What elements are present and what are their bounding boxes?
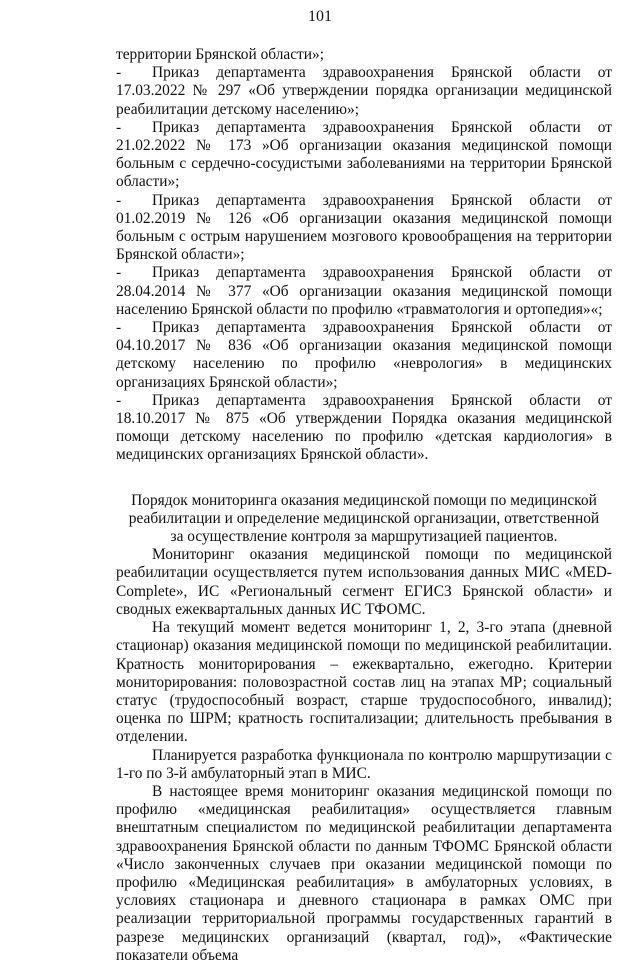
list-dash: - <box>116 64 122 82</box>
list-item-text: Приказ департамента здравоохранения Брянской области от 04.10.2017 № 836 «Об организации оказания медицинской помощи детскому населению по профилю «неврология» в медицинских организациях Брянской области»; <box>116 319 612 391</box>
paragraph: Мониторинг оказания медицинской помощи по медицинской реабилитации осуществляется путем использования данных МИС «MED-Complete», ИС «Региональный сегмент ЕГИСЗ Брянской области» и сводных ежеквартальных данных ИС ТФОМС. <box>116 546 612 618</box>
list-item <box>116 392 612 465</box>
section-heading: Порядок мониторинга оказания медицинской помощи по медицинской реабилитации и определение медицинской организации, ответственной за осуществление контроля за маршрутизацией пациентов. <box>128 491 600 546</box>
intro-line: территории Брянской области»; <box>116 46 324 63</box>
list-dash: - <box>116 391 122 409</box>
list-item-text: Приказ департамента здравоохранения Брянской области от 18.10.2017 № 875 «Об утверждении Порядка оказания медицинской помощи детскому населению по профилю «детская кардиология» в медицинских организациях Брянской области». <box>116 391 612 464</box>
list-item <box>116 264 612 319</box>
list-item-text: Приказ департамента здравоохранения Брянской области от 21.02.2022 № 173 »Об организации оказания медицинской помощи больным с сердечно-сосудистыми заболеваниями на территории Брянской области»; <box>116 118 612 191</box>
page-number: 101 <box>308 8 332 25</box>
paragraph: На текущий момент ведется мониторинг 1, 2, 3-го этапа (дневной стационар) оказания медицинской помощи по медицинской реабилитации. Кратность мониторирования – ежеквартально, ежегодно. Критерии мониторирования: половозрастной состав лиц на этапах МР; социальный статус (трудоспособный возраст, старше трудоспособного, инвалид); оценка по ШРМ; кратность госпитализации; длительность пребывания в отделении. <box>116 619 612 746</box>
list-item <box>116 119 612 192</box>
list-item <box>116 319 612 392</box>
page-content <box>116 46 612 965</box>
list-dash: - <box>116 319 122 337</box>
paragraph: В настоящее время мониторинг оказания медицинской помощи по профилю «медицинская реабилитация» осуществляется главным внештатным специалистом по медицинской реабилитации департамента здравоохранения Брянской области по данным ТФОМС Брянской области «Число законченных случаев при оказании медицинской помощи по профилю «Медицинская реабилитация» в амбулаторных условиях, в условиях стационара и дневного стационара в рамках ОМС при реализации территориальной программы государственных гарантий в разрезе медицинских организаций (квартал, год)», «Фактические показатели объема <box>116 782 612 964</box>
list-item-text: Приказ департамента здравоохранения Брянской области от 01.02.2019 № 126 «Об организации оказания медицинской помощи больным с острым нарушением мозгового кровообращения на территории Брянской области»; <box>116 191 612 264</box>
list-item-text: Приказ департамента здравоохранения Брянской области от 28.04.2014 № 377 «Об организации оказания медицинской помощи населению Брянской области по профилю «травматология и ортопедия»«; <box>116 264 612 318</box>
order-list <box>116 64 612 464</box>
list-item <box>116 64 612 119</box>
list-item-text: Приказ департамента здравоохранения Брянской области от 17.03.2022 № 297 «Об утверждении порядка организации медицинской реабилитации детскому населению»; <box>116 64 612 118</box>
list-dash: - <box>116 264 122 282</box>
paragraph: Планируется разработка функционала по контролю маршрутизации с 1-го по 3-й амбулаторный этап в МИС. <box>116 746 612 782</box>
list-dash: - <box>116 118 122 136</box>
list-item <box>116 192 612 265</box>
list-dash: - <box>116 191 122 209</box>
